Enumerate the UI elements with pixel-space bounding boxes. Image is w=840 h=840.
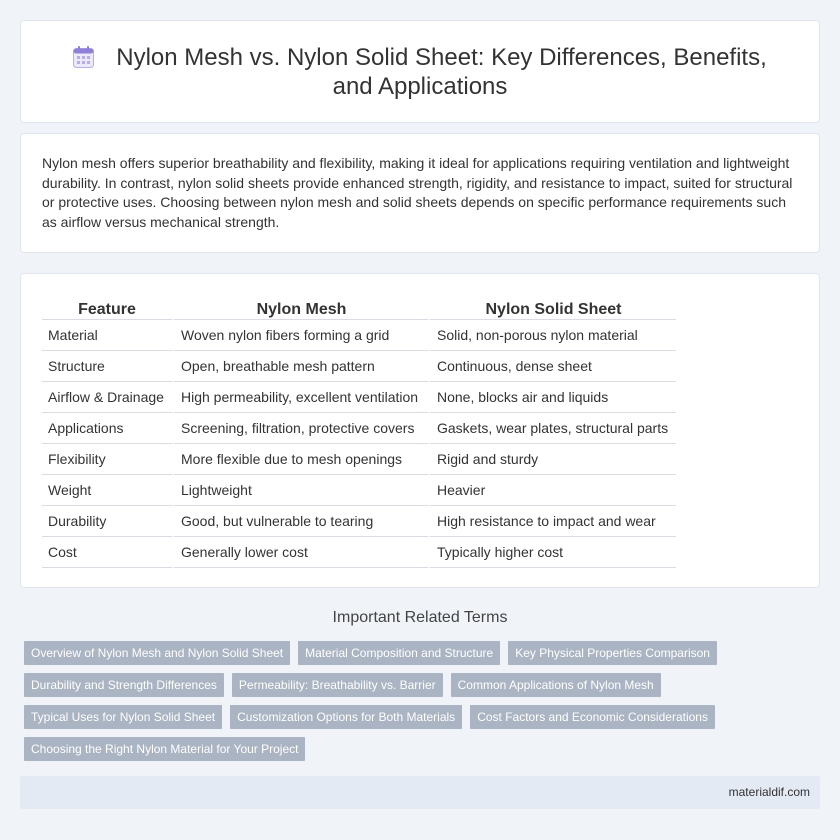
related-term-tag[interactable]: Typical Uses for Nylon Solid Sheet xyxy=(24,705,222,729)
related-term-tag[interactable]: Durability and Strength Differences xyxy=(24,673,224,697)
solid-sheet-cell: High resistance to impact and wear xyxy=(428,506,676,537)
comparison-table-card xyxy=(20,273,820,588)
related-term-tag[interactable]: Customization Options for Both Materials xyxy=(230,705,462,729)
solid-sheet-cell: Rigid and sturdy xyxy=(428,444,676,475)
mesh-cell: Woven nylon fibers forming a grid xyxy=(172,320,428,351)
solid-sheet-cell: Solid, non-porous nylon material xyxy=(428,320,676,351)
feature-cell: Cost xyxy=(42,537,172,568)
feature-cell: Structure xyxy=(42,351,172,382)
page-title-wrap xyxy=(21,43,819,101)
mesh-cell: Good, but vulnerable to tearing xyxy=(172,506,428,537)
related-term-tag[interactable]: Cost Factors and Economic Considerations xyxy=(470,705,715,729)
feature-cell: Flexibility xyxy=(42,444,172,475)
header-nylon-mesh: Nylon Mesh xyxy=(172,294,428,320)
related-terms-title: Important Related Terms xyxy=(332,609,508,626)
mesh-cell: Open, breathable mesh pattern xyxy=(172,351,428,382)
solid-sheet-cell: Gaskets, wear plates, structural parts xyxy=(428,413,676,444)
feature-cell: Weight xyxy=(42,475,172,506)
solid-sheet-cell: None, blocks air and liquids xyxy=(428,382,676,413)
intro-paragraph: Nylon mesh offers superior breathability and flexibility, making it ideal for applications requiring ventilation and lightweight durability. In contrast, nylon solid sheets provide enhanced strength, rigidity, and resistance to impact, suited for structural or protective uses. Choosing between nylon mesh and solid sheets depends on specific performance requirements such as airflow versus mechanical strength. xyxy=(42,155,793,230)
table-row xyxy=(42,382,676,413)
table-row xyxy=(42,320,676,351)
solid-sheet-cell: Continuous, dense sheet xyxy=(428,351,676,382)
feature-cell: Durability xyxy=(42,506,172,537)
page-title: Nylon Mesh vs. Nylon Solid Sheet: Key Differences, Benefits, and Applications xyxy=(116,44,767,100)
related-term-tag[interactable]: Choosing the Right Nylon Material for Your Project xyxy=(24,737,305,761)
related-term-tag[interactable]: Key Physical Properties Comparison xyxy=(508,641,717,665)
calendar-icon xyxy=(73,46,94,68)
solid-sheet-cell: Heavier xyxy=(428,475,676,506)
feature-cell: Material xyxy=(42,320,172,351)
intro-card xyxy=(20,133,820,253)
table-row xyxy=(42,351,676,382)
related-terms-tags xyxy=(24,641,794,761)
table-row xyxy=(42,413,676,444)
mesh-cell: More flexible due to mesh openings xyxy=(172,444,428,475)
footer-site-link[interactable]: materialdif.com xyxy=(728,785,810,799)
related-term-tag[interactable]: Overview of Nylon Mesh and Nylon Solid Sheet xyxy=(24,641,290,665)
table-row xyxy=(42,537,676,568)
related-term-tag[interactable]: Material Composition and Structure xyxy=(298,641,500,665)
table-row xyxy=(42,444,676,475)
footer-bar xyxy=(20,776,820,809)
table-row xyxy=(42,475,676,506)
header-nylon-solid-sheet: Nylon Solid Sheet xyxy=(428,294,676,320)
mesh-cell: Generally lower cost xyxy=(172,537,428,568)
mesh-cell: High permeability, excellent ventilation xyxy=(172,382,428,413)
solid-sheet-cell: Typically higher cost xyxy=(428,537,676,568)
mesh-cell: Lightweight xyxy=(172,475,428,506)
related-term-tag[interactable]: Common Applications of Nylon Mesh xyxy=(451,673,661,697)
table-header-row xyxy=(42,294,676,320)
mesh-cell: Screening, filtration, protective covers xyxy=(172,413,428,444)
feature-cell: Airflow & Drainage xyxy=(42,382,172,413)
feature-cell: Applications xyxy=(42,413,172,444)
related-term-tag[interactable]: Permeability: Breathability vs. Barrier xyxy=(232,673,443,697)
header-feature: Feature xyxy=(42,294,172,320)
comparison-table xyxy=(42,294,676,568)
table-row xyxy=(42,506,676,537)
header-card xyxy=(20,20,820,123)
